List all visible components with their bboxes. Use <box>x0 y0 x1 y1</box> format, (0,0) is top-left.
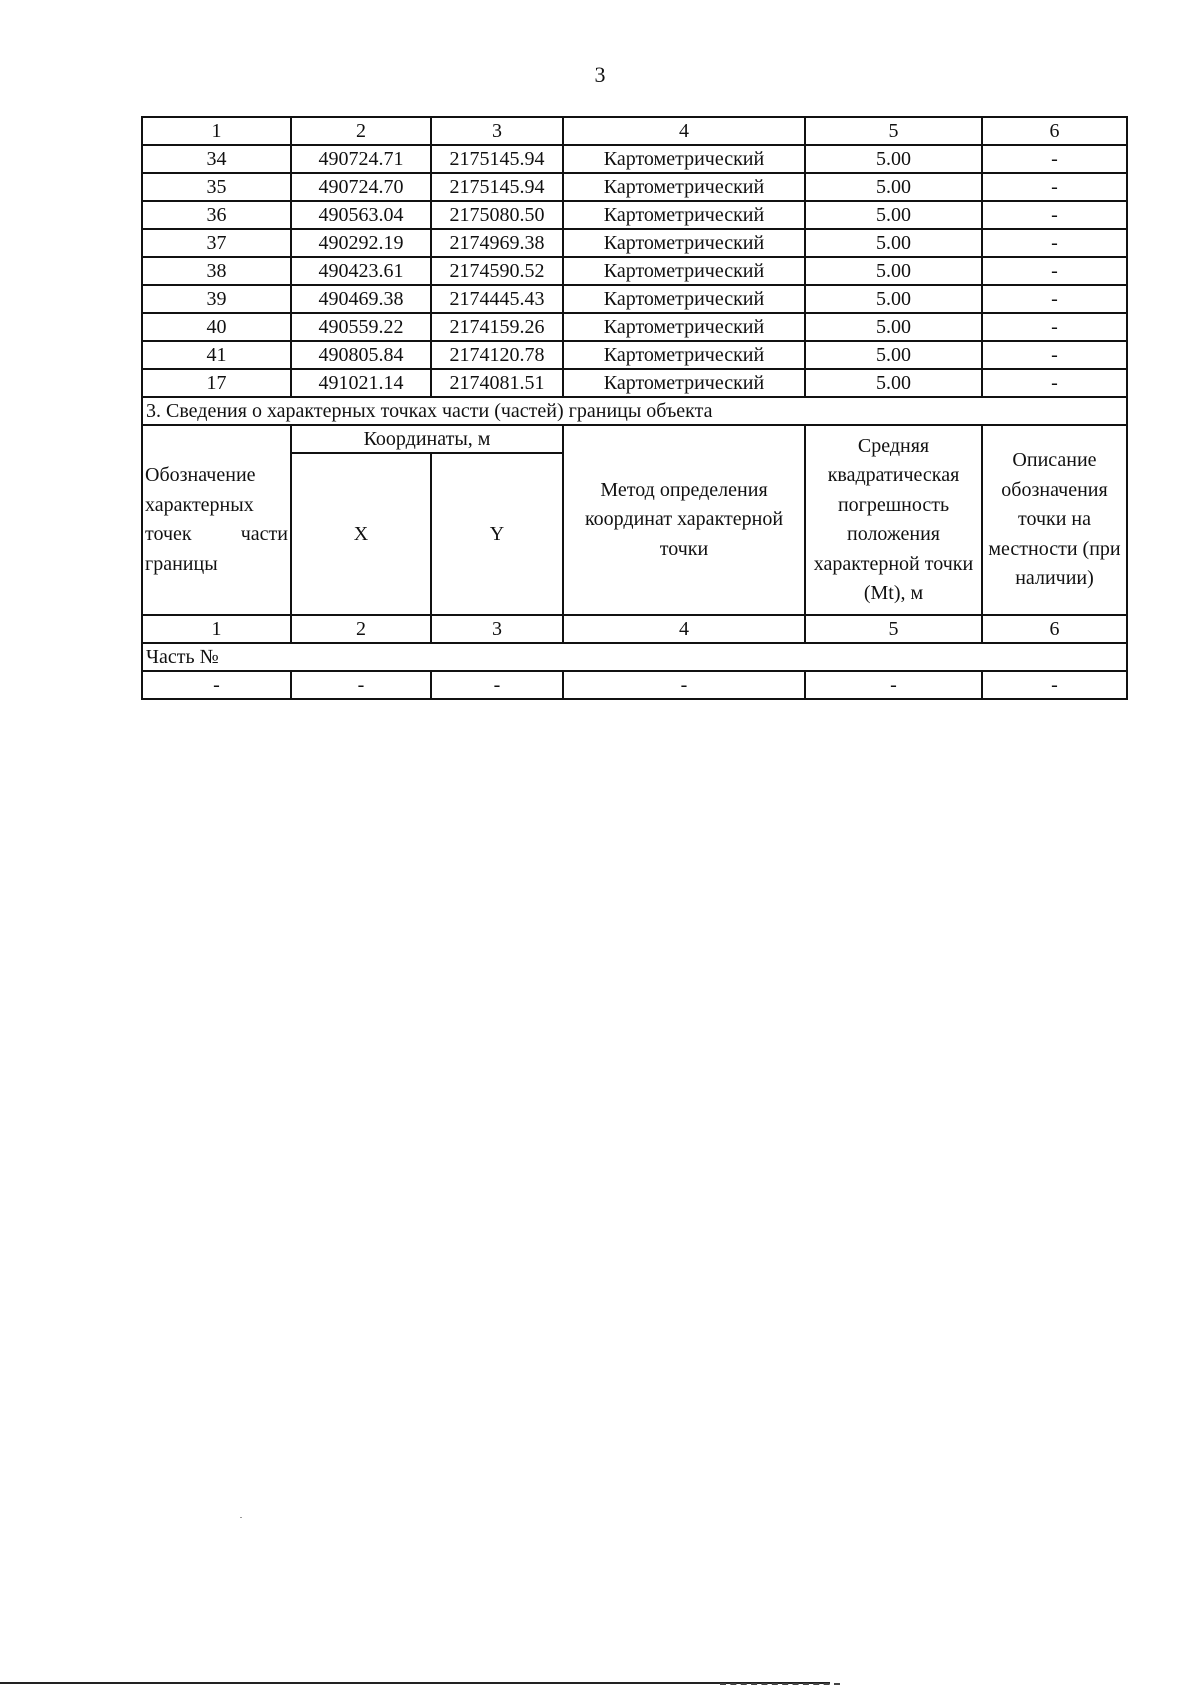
y-coordinate-cell: 2174120.78 <box>431 341 563 369</box>
col-number-cell: 6 <box>982 615 1127 643</box>
table-row <box>142 341 1127 369</box>
page-edge-line <box>720 1683 840 1685</box>
col-number-cell: 5 <box>805 117 982 145</box>
error-cell: 5.00 <box>805 341 982 369</box>
y-coordinate-cell: 2175145.94 <box>431 173 563 201</box>
point-number-cell: 34 <box>142 145 291 173</box>
point-number-cell: 41 <box>142 341 291 369</box>
part-cell: - <box>982 671 1127 699</box>
col-number-cell: 4 <box>563 615 805 643</box>
table-row <box>142 313 1127 341</box>
description-cell: - <box>982 369 1127 397</box>
method-cell: Картометрический <box>563 313 805 341</box>
x-coordinate-cell: 490563.04 <box>291 201 431 229</box>
error-cell: 5.00 <box>805 369 982 397</box>
description-cell: - <box>982 341 1127 369</box>
part-label: Часть № <box>142 643 1127 671</box>
x-coordinate-cell: 490559.22 <box>291 313 431 341</box>
col-number-cell: 3 <box>431 117 563 145</box>
error-cell: 5.00 <box>805 145 982 173</box>
description-cell: - <box>982 173 1127 201</box>
table-row <box>142 145 1127 173</box>
error-cell: 5.00 <box>805 285 982 313</box>
method-cell: Картометрический <box>563 341 805 369</box>
method-cell: Картометрический <box>563 201 805 229</box>
error-cell: 5.00 <box>805 173 982 201</box>
method-cell: Картометрический <box>563 173 805 201</box>
x-coordinate-cell: 490469.38 <box>291 285 431 313</box>
description-cell: - <box>982 257 1127 285</box>
col-number-cell: 4 <box>563 117 805 145</box>
coordinates-header: Координаты, м <box>291 425 563 453</box>
description-cell: - <box>982 313 1127 341</box>
col-number-cell: 1 <box>142 117 291 145</box>
description-cell: - <box>982 229 1127 257</box>
point-number-cell: 37 <box>142 229 291 257</box>
y-header: Y <box>431 453 563 615</box>
col-number-cell: 1 <box>142 615 291 643</box>
table-row <box>142 257 1127 285</box>
x-header: X <box>291 453 431 615</box>
x-coordinate-cell: 490724.70 <box>291 173 431 201</box>
table-row <box>142 285 1127 313</box>
point-number-cell: 17 <box>142 369 291 397</box>
x-coordinate-cell: 491021.14 <box>291 369 431 397</box>
method-cell: Картометрический <box>563 257 805 285</box>
error-cell: 5.00 <box>805 313 982 341</box>
page-edge-line <box>0 1682 830 1684</box>
method-header: Метод определения координат характерной точки <box>563 425 805 615</box>
error-cell: 5.00 <box>805 257 982 285</box>
col-number-cell: 2 <box>291 615 431 643</box>
error-cell: 5.00 <box>805 229 982 257</box>
boundary-points-table <box>141 116 1128 700</box>
method-cell: Картометрический <box>563 229 805 257</box>
table-row <box>142 173 1127 201</box>
page-number: 3 <box>594 62 606 87</box>
table-row <box>142 369 1127 397</box>
y-coordinate-cell: 2174081.51 <box>431 369 563 397</box>
y-coordinate-cell: 2175080.50 <box>431 201 563 229</box>
table-row <box>142 229 1127 257</box>
method-cell: Картометрический <box>563 285 805 313</box>
column-number-row <box>142 117 1127 145</box>
part-cell: - <box>142 671 291 699</box>
x-coordinate-cell: 490805.84 <box>291 341 431 369</box>
y-coordinate-cell: 2174159.26 <box>431 313 563 341</box>
col-number-cell: 2 <box>291 117 431 145</box>
error-cell: 5.00 <box>805 201 982 229</box>
description-cell: - <box>982 285 1127 313</box>
designation-header: Обозначение характерных точек части границы <box>142 425 291 615</box>
point-number-cell: 36 <box>142 201 291 229</box>
error-header: Средняя квадратическая погрешность положения характерной точки (Mt), м <box>805 425 982 615</box>
table-row <box>142 671 1127 699</box>
point-number-cell: 39 <box>142 285 291 313</box>
part-cell: - <box>431 671 563 699</box>
section-title-row <box>142 397 1127 425</box>
part-cell: - <box>563 671 805 699</box>
point-number-cell: 35 <box>142 173 291 201</box>
description-cell: - <box>982 201 1127 229</box>
section-header-row <box>142 425 1127 453</box>
y-coordinate-cell: 2174969.38 <box>431 229 563 257</box>
x-coordinate-cell: 490724.71 <box>291 145 431 173</box>
description-header: Описание обозначения точки на местности (при наличии) <box>982 425 1127 615</box>
table-row <box>142 201 1127 229</box>
part-label-row <box>142 643 1127 671</box>
section-title: 3. Сведения о характерных точках части (частей) границы объекта <box>142 397 1127 425</box>
y-coordinate-cell: 2174445.43 <box>431 285 563 313</box>
y-coordinate-cell: 2175145.94 <box>431 145 563 173</box>
method-cell: Картометрический <box>563 369 805 397</box>
scan-speck <box>240 1517 242 1518</box>
col-number-cell: 3 <box>431 615 563 643</box>
description-cell: - <box>982 145 1127 173</box>
point-number-cell: 38 <box>142 257 291 285</box>
method-cell: Картометрический <box>563 145 805 173</box>
x-coordinate-cell: 490423.61 <box>291 257 431 285</box>
col-number-cell: 5 <box>805 615 982 643</box>
part-cell: - <box>805 671 982 699</box>
x-coordinate-cell: 490292.19 <box>291 229 431 257</box>
col-number-cell: 6 <box>982 117 1127 145</box>
column-number-row <box>142 615 1127 643</box>
part-cell: - <box>291 671 431 699</box>
point-number-cell: 40 <box>142 313 291 341</box>
y-coordinate-cell: 2174590.52 <box>431 257 563 285</box>
